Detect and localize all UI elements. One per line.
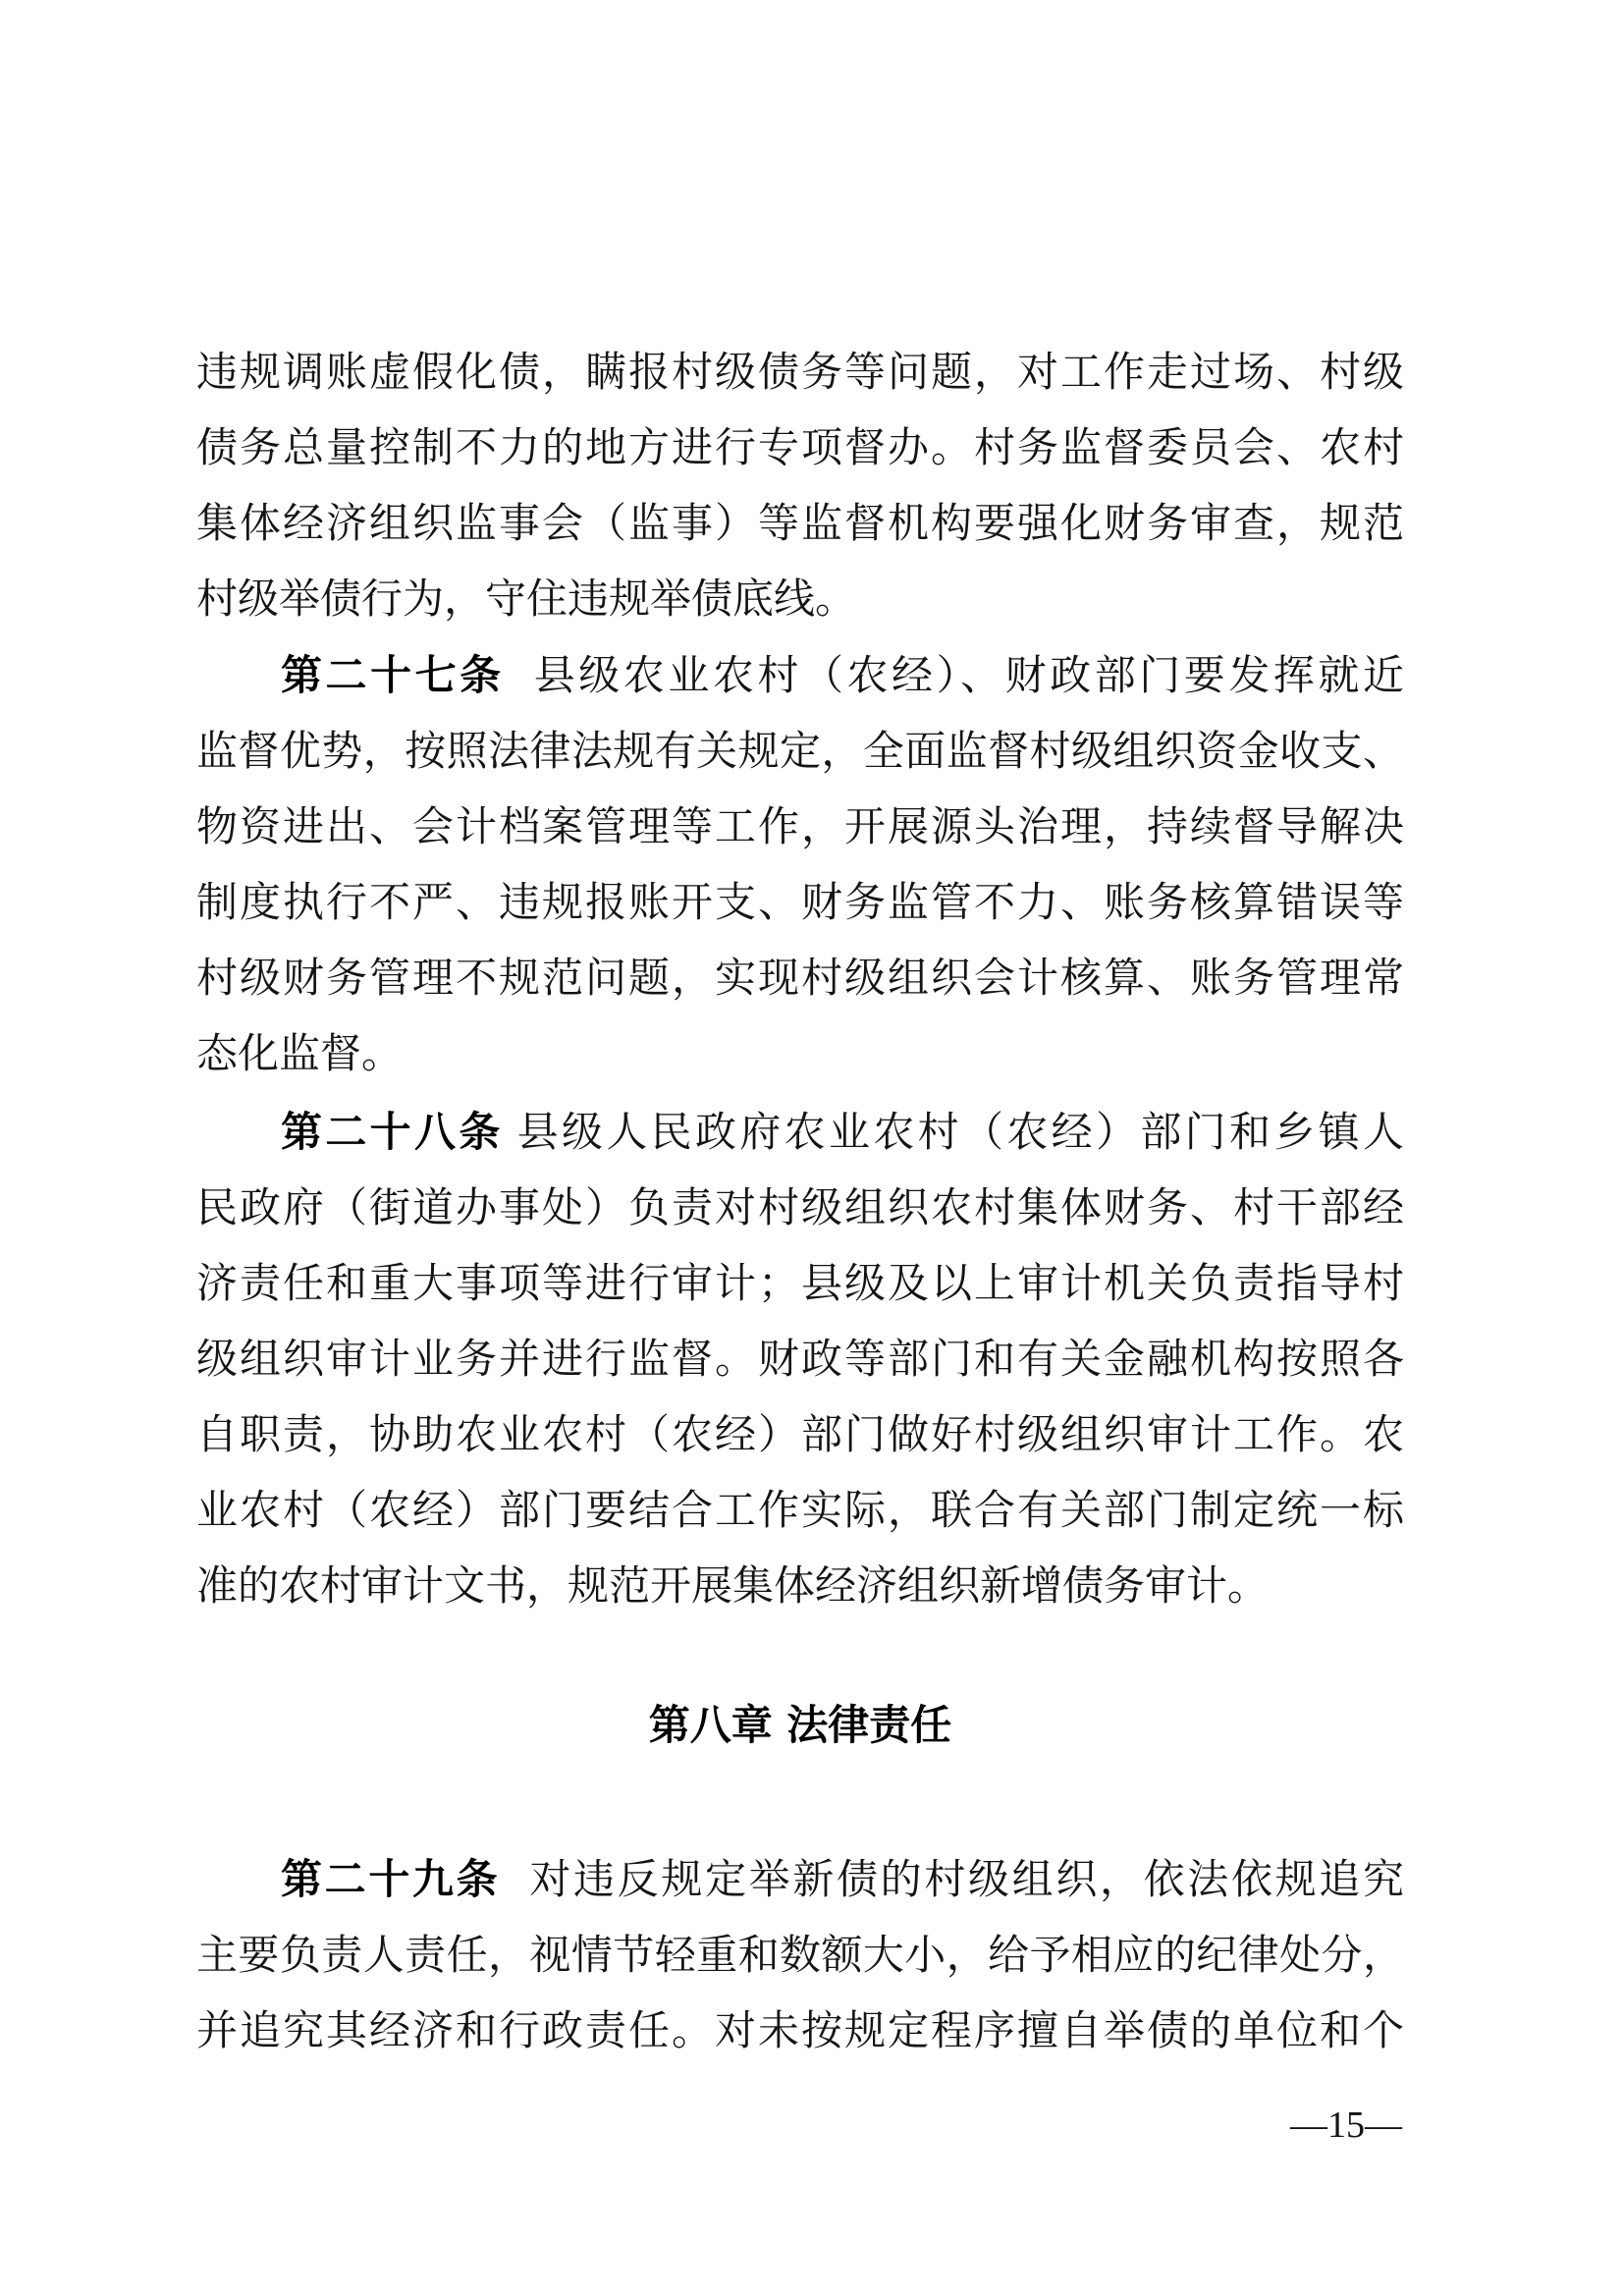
text-line: 违规调账虚假化债，瞒报村级债务等问题，对工作走过场、村级 bbox=[196, 348, 1404, 396]
article-text: 县级农业农村（农经）、财政部门要发挥就近 bbox=[533, 651, 1404, 699]
text-line: 准的农村审计文书，规范开展集体经济组织新增债务审计。 bbox=[196, 1561, 1270, 1610]
text-line: 监督优势，按照法律法规有关规定，全面监督村级组织资金收支、 bbox=[196, 727, 1404, 775]
text-line: 主要负责人责任，视情节轻重和数额大小，给予相应的纪律处分， bbox=[196, 1931, 1404, 1979]
text-line: 村级财务管理不规范问题，实现村级组织会计核算、账务管理常 bbox=[196, 954, 1404, 1002]
text-line bbox=[196, 1094, 1404, 1170]
text-line: 村级举债行为，守住违规举债底线。 bbox=[196, 574, 857, 623]
text-line bbox=[196, 637, 1404, 713]
text-line: 集体经济组织监事会（监事）等监督机构要强化财务审查，规范 bbox=[196, 499, 1404, 547]
paragraph-article-28 bbox=[196, 1094, 1404, 1623]
article-text: 对违反规定举新债的村级组织，依法依规追究 bbox=[529, 1855, 1404, 1903]
article-label: 第二十八条 bbox=[281, 1108, 504, 1156]
text-line: 民政府（街道办事处）负责对村级组织农村集体财务、村干部经 bbox=[196, 1183, 1404, 1231]
text-line: 济责任和重大事项等进行审计；县级及以上审计机关负责指导村 bbox=[196, 1259, 1404, 1307]
text-line: 自职责，协助农业农村（农经）部门做好村级组织审计工作。农 bbox=[196, 1410, 1404, 1458]
text-line: 制度执行不严、违规报账开支、财务监管不力、账务核算错误等 bbox=[196, 878, 1404, 926]
paragraph-article-27 bbox=[196, 637, 1404, 1091]
article-label: 第二十九条 bbox=[281, 1855, 501, 1903]
paragraph-article-29 bbox=[196, 1841, 1404, 2068]
text-line: 并追究其经济和行政责任。对未按规定程序擅自举债的单位和个 bbox=[196, 2006, 1404, 2054]
page-number: —15— bbox=[1290, 2105, 1402, 2146]
paragraph-continuation bbox=[196, 334, 1404, 636]
text-line: 债务总量控制不力的地方进行专项督办。村务监督委员会、农村 bbox=[196, 423, 1404, 471]
text-line: 业农村（农经）部门要结合工作实际，联合有关部门制定统一标 bbox=[196, 1486, 1404, 1534]
text-line bbox=[196, 1841, 1404, 1917]
article-label: 第二十七条 bbox=[281, 651, 505, 699]
text-line: 级组织审计业务并进行监督。财政等部门和有关金融机构按照各 bbox=[196, 1335, 1404, 1383]
text-line: 态化监督。 bbox=[196, 1029, 404, 1077]
chapter-heading: 第八章 法律责任 bbox=[648, 1701, 952, 1749]
text-line: 物资进出、会计档案管理等工作，开展源头治理，持续督导解决 bbox=[196, 802, 1404, 850]
article-text: 县级人民政府农业农村（农经）部门和乡镇人 bbox=[516, 1108, 1404, 1156]
